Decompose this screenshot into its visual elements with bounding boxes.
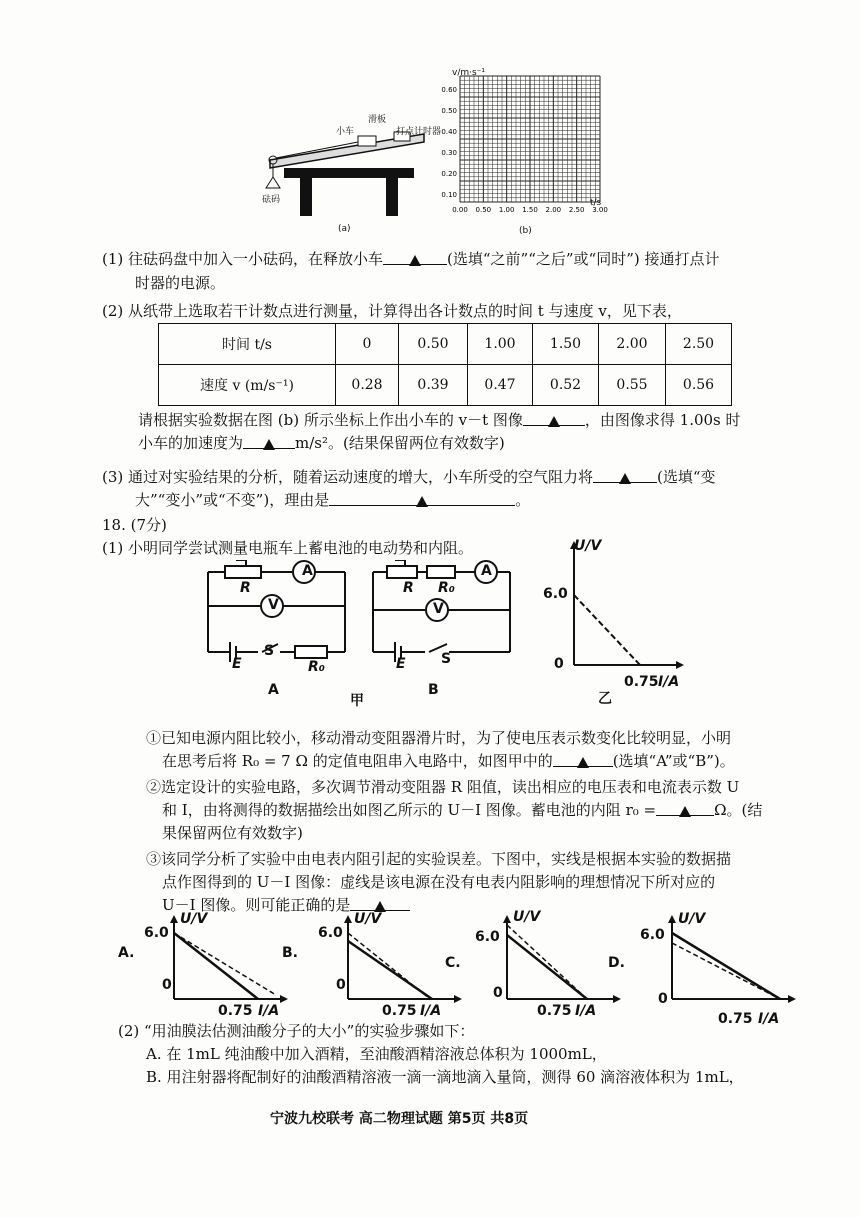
ammeter-label: A (302, 563, 313, 579)
q18-sub1: (1) 小明同学尝试测量电瓶车上蓄电池的电动势和内阻。 (102, 539, 474, 557)
item1-line1: ①已知电源内阻比较小，移动滑动变阻器滑片时，为了使电压表示数变化比较明显，小明 (146, 729, 732, 747)
graph-yi-xval: 0.75 (624, 674, 659, 690)
voltmeter-label: V (433, 601, 444, 617)
table-header: 时间 t/s (159, 324, 336, 365)
voltmeter-label: V (268, 597, 279, 613)
option-graph-b[interactable]: B. U/V 6.0 0 0.75 I/A (282, 915, 452, 1033)
table-cell: 1.50 (533, 324, 599, 365)
grid-x-tick: 1.00 (498, 206, 515, 214)
table-row (159, 324, 732, 365)
emf-label: E (232, 656, 242, 672)
option-letter: B. (282, 945, 298, 961)
graph-yi-ylabel: U/V (574, 538, 602, 554)
blank-triangle-icon (374, 901, 386, 912)
item3-line2: 点作图得到的 U－I 图像：虚线是该电源在没有电表内阻影响的理想情况下所对应的 (162, 873, 716, 891)
figure-b-grid (430, 70, 610, 220)
graph-yi-xlabel: I/A (658, 674, 680, 690)
grid-x-tick: 0.50 (475, 206, 492, 214)
oil-title: (2) “用油膜法估测油酸分子的大小”的实验步骤如下： (118, 1022, 475, 1040)
answer-blank[interactable] (593, 464, 657, 483)
table-cell: 2.50 (666, 324, 732, 365)
caption-b: (b) (519, 226, 532, 236)
grid-y-tick: 0.10 (441, 191, 457, 199)
graph-yi-yval: 6.0 (543, 586, 568, 602)
rheostat-label: R (240, 580, 251, 596)
ammeter-label: A (481, 563, 492, 579)
option-graph-d[interactable]: D. U/V 6.0 0 0.75 I/A (608, 915, 808, 1033)
grid-y-tick: 0.50 (441, 107, 457, 115)
label-board: 滑板 (368, 115, 387, 125)
graph-yi-zero: 0 (554, 656, 564, 672)
grid-x-tick: 2.00 (545, 206, 562, 214)
option-graph-svg (656, 915, 796, 1025)
page-footer: 宁波九校联考 高二物理试题 第5页 共8页 (270, 1111, 529, 1127)
table-row (159, 365, 732, 406)
figure-jia-label: 甲 (350, 693, 364, 709)
circuit-a-diagram (200, 560, 350, 670)
label-timer: 打点计时器 (396, 127, 442, 137)
blank-triangle-icon (409, 255, 421, 266)
item3-line3: U－I 图像。则可能正确的是 (162, 892, 410, 918)
oil-step-a: A. 在 1mL 纯油酸中加入酒精，至油酸酒精溶液总体积为 1000mL， (146, 1045, 607, 1063)
rheostat-label: R (403, 580, 414, 596)
blank-triangle-icon (263, 439, 275, 450)
blank-triangle-icon (679, 806, 691, 817)
oil-step-b: B. 用注射器将配制好的油酸酒精溶液一滴一滴地滴入量筒，测得 60 滴溶液体积为 1mL， (146, 1068, 744, 1086)
option-letter: C. (445, 955, 461, 971)
q3-line2: 大”“变小”或“不变”)，理由是 。 (135, 487, 530, 513)
table-cell: 0.55 (599, 365, 666, 406)
switch-label: S (264, 643, 275, 659)
circuit-a-label: A (268, 682, 279, 698)
table-cell: 0.56 (666, 365, 732, 406)
q2-after-line1: 请根据实验数据在图 (b) 所示坐标上作出小车的 v－t 图像 ，由图像求得 1.00s 时 (138, 407, 741, 433)
answer-blank[interactable] (350, 892, 410, 911)
table-cell: 0 (336, 324, 399, 365)
table-cell: 0.28 (336, 365, 399, 406)
circuit-b-label: B (428, 682, 439, 698)
answer-blank[interactable] (553, 748, 613, 767)
label-cart: 小车 (336, 127, 355, 137)
answer-blank[interactable] (523, 407, 585, 426)
blank-triangle-icon (577, 757, 589, 768)
grid-y-tick: 0.30 (441, 149, 457, 157)
graph-yi (560, 535, 690, 685)
table-cell: 0.47 (468, 365, 533, 406)
graph-yi-caption: 乙 (598, 691, 612, 707)
data-table (158, 323, 732, 406)
q3-line1: (3) 通过对实验结果的分析，随着运动速度的增大，小车所受的空气阻力将 (选填“变 (102, 464, 716, 490)
grid-y-tick: 0.40 (441, 128, 457, 136)
grid-x-tick: 2.50 (568, 206, 585, 214)
table-header: 速度 v (m/s⁻¹) (159, 365, 336, 406)
item3-line1: ③该同学分析了实验中由电表内阻引起的实验误差。下图中，实线是根据本实验的数据描 (146, 850, 732, 868)
grid-x-tick: 3.00 (592, 206, 608, 214)
item2-line1: ②选定设计的实验电路，多次调节滑动变阻器 R 阻值，读出相应的电压表和电流表示数 U (146, 778, 740, 796)
q1-line1: (1) 往砝码盘中加入一小砝码，在释放小车 (选填“之前”“之后”或“同时”) 接通打点计 (102, 246, 720, 272)
grid-x-tick: 0.00 (452, 206, 468, 214)
label-weight: 砝码 (262, 195, 281, 205)
blank-triangle-icon (548, 416, 560, 427)
option-graph-c[interactable]: C. U/V 6.0 0 0.75 I/A (445, 915, 615, 1033)
r0-label: R₀ (438, 580, 455, 596)
item2-line2: 和 I，由将测得的数据描绘出如图乙所示的 U－I 图像。蓄电池的内阻 r₀ = Ω。(结 (162, 797, 762, 823)
emf-label: E (396, 656, 406, 672)
r0-label: R₀ (308, 659, 325, 675)
q2-line1: (2) 从纸带上选取若干计数点进行测量，计算得出各计数点的时间 t 与速度 v，见下表， (102, 302, 682, 320)
answer-blank[interactable] (383, 246, 447, 265)
option-letter: A. (118, 945, 135, 961)
figure-a-apparatus (262, 120, 432, 235)
q2-after-line2: 小车的加速度为 m/s²。(结果保留两位有效数字) (138, 430, 505, 456)
grid-x-tick: 1.50 (522, 206, 538, 214)
item1-line2: 在思考后将 R₀ = 7 Ω 的定值电阻串入电路中，如图甲中的 (选填“A”或“B”)。 (162, 748, 735, 774)
grid-x-label: t/s (590, 198, 602, 208)
blank-triangle-icon (416, 496, 428, 507)
caption-a: (a) (338, 224, 351, 234)
grid-y-label: v/m·s⁻¹ (452, 68, 486, 78)
switch-label: S (441, 651, 452, 667)
table-cell: 0.52 (533, 365, 599, 406)
grid-y-tick: 0.20 (441, 170, 457, 178)
option-letter: D. (608, 955, 625, 971)
item2-line3: 果保留两位有效数字) (162, 824, 303, 842)
grid-y-tick: 0.60 (441, 86, 457, 94)
q1-line2: 时器的电源。 (135, 274, 226, 292)
answer-blank[interactable] (656, 797, 714, 816)
answer-blank[interactable] (329, 487, 515, 506)
answer-blank[interactable] (243, 430, 295, 449)
blank-triangle-icon (619, 473, 631, 484)
table-cell: 2.00 (599, 324, 666, 365)
option-graph-a[interactable]: A. U/V 6.0 0 0.75 I/A (118, 915, 288, 1033)
table-cell: 0.50 (399, 324, 468, 365)
table-cell: 1.00 (468, 324, 533, 365)
table-cell: 0.39 (399, 365, 468, 406)
q18-title: 18. (7分) (102, 516, 167, 534)
